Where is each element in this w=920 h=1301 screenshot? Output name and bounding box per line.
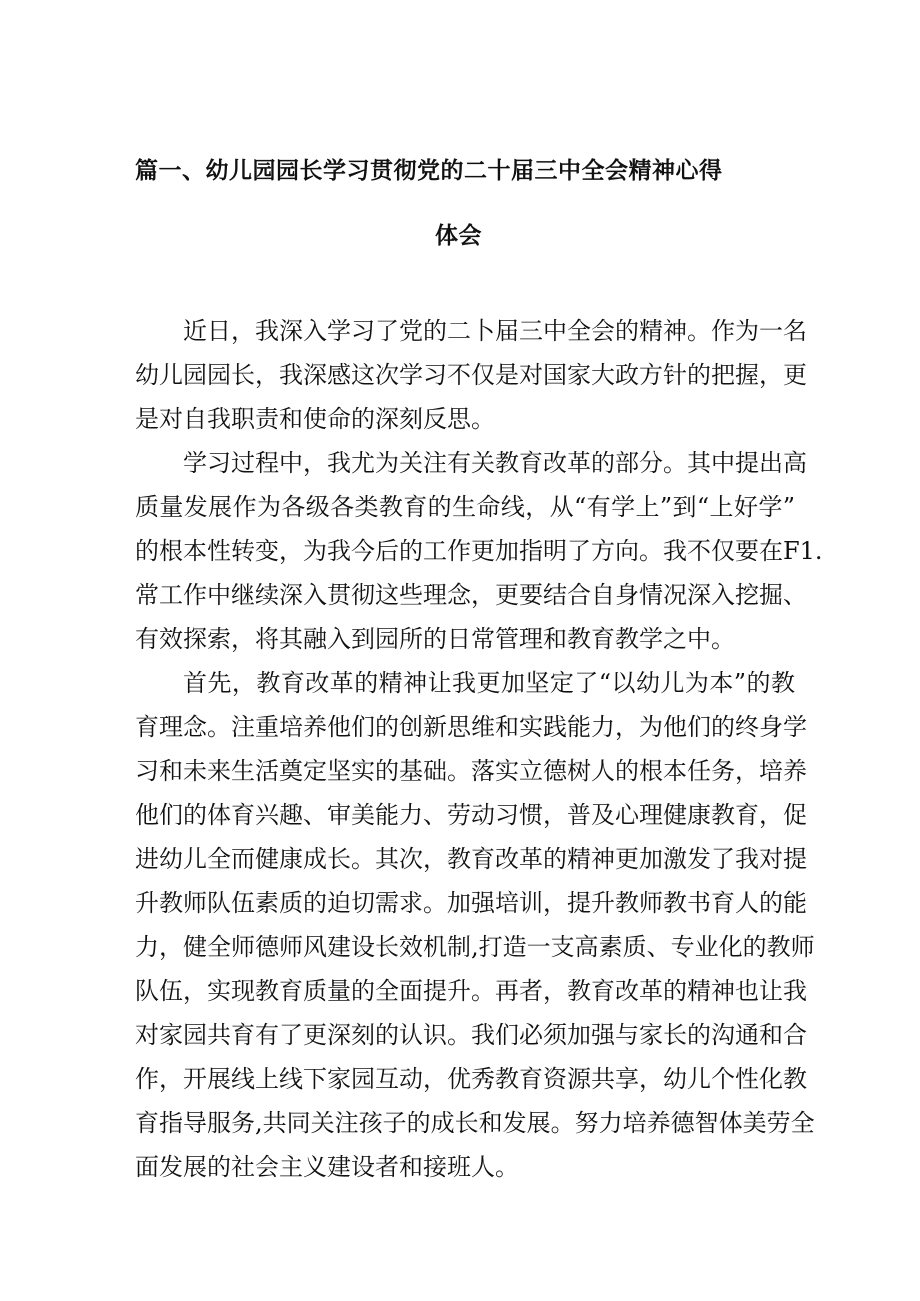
- body-line: 是对自我职责和使命的深刻反思。: [135, 405, 495, 433]
- body-line: 他们的体育兴趣、审美能力、劳动习惯，普及心理健康教育，促: [135, 801, 807, 829]
- document-title-line-1: 篇一、幼儿园园长学习贯彻党的二十届三中全会精神心得: [135, 157, 723, 184]
- body-line: 队伍，实现教育质量的全面提升。再者，教育改革的精神也让我: [135, 977, 807, 1005]
- body-line: 升教师队伍素质的迫切需求。加强培训，提升教师教书育人的能: [135, 889, 807, 917]
- body-line: 对家园共育有了更深刻的认识。我们必须加强与家长的沟通和合: [135, 1021, 807, 1049]
- body-line: 作，开展线上线下家园互动，优秀教育资源共享，幼儿个性化教: [135, 1065, 807, 1093]
- body-line: 育指导服务,共同关注孩子的成长和发展。努力培养德智体美劳全: [135, 1109, 815, 1137]
- body-line: 常工作中继续深入贯彻这些理念，更要结合自身情况深入挖掘、: [135, 581, 807, 609]
- body-line: 的根本性转变，为我今后的工作更加指明了方向。我不仅要在F1.: [135, 537, 823, 565]
- body-line: 习和未来生活奠定坚实的基础。落实立德树人的根本任务，培养: [135, 757, 807, 785]
- body-line: 进幼儿全而健康成长。其次，教育改革的精神更加激发了我对提: [135, 845, 807, 873]
- body-line: 有效探索，将其融入到园所的日常管理和教育教学之中。: [135, 625, 735, 653]
- body-line: 质量发展作为各级各类教育的生命线，从“有学上”到“上好学”: [135, 493, 795, 521]
- body-line: 学习过程中，我尤为关注有关教育改革的部分。其中提出高: [183, 449, 807, 477]
- body-line: 面发展的社会主义建设者和接班人。: [135, 1153, 519, 1181]
- body-line: 幼儿园园长，我深感这次学习不仅是对国家大政方针的把握，更: [135, 361, 807, 389]
- body-line: 育理念。注重培养他们的创新思维和实践能力，为他们的终身学: [135, 713, 807, 741]
- document-title-line-2: 体会: [435, 222, 482, 249]
- body-line: 力，健全师德师风建设长效机制,打造一支高素质、专业化的教师: [135, 933, 815, 961]
- body-line: 首先，教育改革的精神让我更加坚定了“以幼儿为本”的教: [183, 669, 795, 697]
- body-line: 近日，我深入学习了党的二卜届三中全会的精神。作为一名: [183, 317, 807, 345]
